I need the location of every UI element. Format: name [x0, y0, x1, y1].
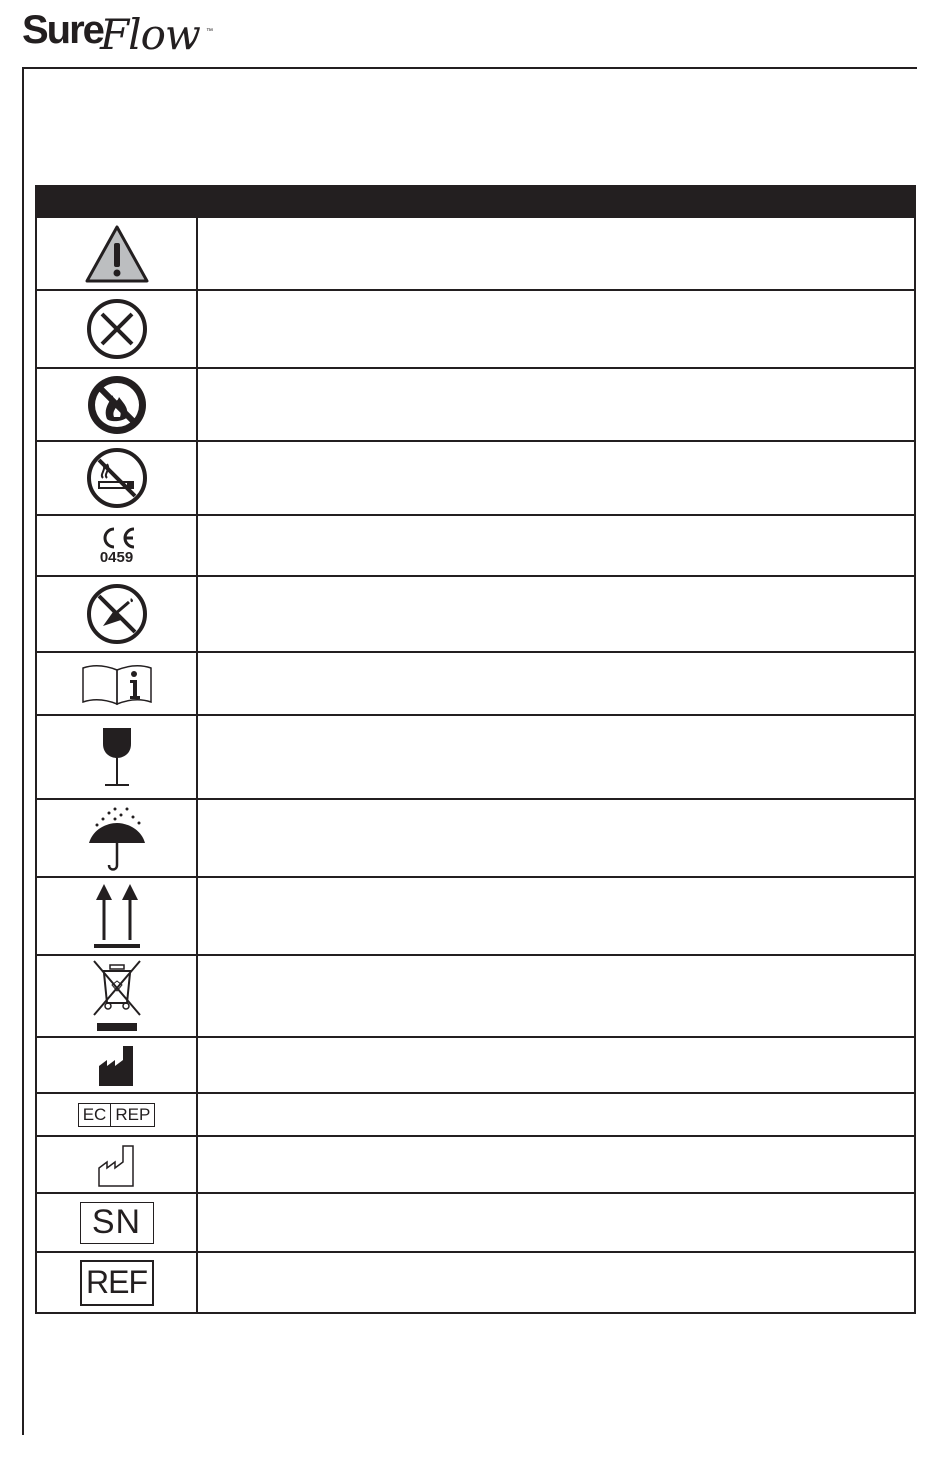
icon-cell — [37, 956, 198, 1036]
icon-cell — [37, 1137, 198, 1192]
symbol-description — [198, 218, 914, 289]
table-row — [35, 1137, 916, 1194]
no-open-flame-icon — [85, 373, 149, 437]
icon-cell — [37, 291, 198, 367]
brand-name-sure: Sure — [22, 8, 103, 52]
symbols-table — [35, 185, 916, 1314]
catalogue-number-icon — [80, 1260, 154, 1306]
symbol-description — [198, 653, 914, 714]
keep-dry-icon — [85, 803, 149, 873]
no-oil-grease-icon — [85, 582, 149, 646]
icon-cell — [37, 369, 198, 440]
ec-rep-icon — [78, 1103, 156, 1127]
table-row — [35, 653, 916, 716]
table-row — [35, 1038, 916, 1094]
sn-label: SN — [91, 1203, 142, 1241]
this-way-up-icon — [92, 882, 142, 950]
frame-left-border — [22, 67, 24, 1435]
serial-number-icon — [80, 1202, 154, 1244]
table-row — [35, 956, 916, 1038]
table-row — [35, 291, 916, 369]
table-row — [35, 716, 916, 800]
icon-cell — [37, 577, 198, 651]
table-row — [35, 218, 916, 291]
warning-triangle-icon — [83, 223, 151, 285]
date-of-manufacture-icon — [97, 1142, 137, 1188]
consult-instructions-icon — [81, 662, 153, 706]
table-header — [35, 185, 916, 218]
icon-cell — [37, 218, 198, 289]
symbol-description — [198, 1094, 914, 1135]
symbol-description — [198, 956, 914, 1036]
icon-cell — [37, 716, 198, 798]
table-row — [35, 577, 916, 653]
trademark-symbol: ™ — [206, 28, 213, 35]
frame-top-border — [22, 67, 917, 69]
icon-cell — [37, 1194, 198, 1251]
icon-cell — [37, 800, 198, 876]
table-row — [35, 878, 916, 956]
symbol-description — [198, 1253, 914, 1312]
symbol-description — [198, 516, 914, 575]
symbol-description — [198, 800, 914, 876]
table-row — [35, 1094, 916, 1137]
ce-letters-icon — [96, 526, 138, 550]
symbol-description — [198, 878, 914, 954]
brand-name-flow: Flow — [100, 10, 200, 59]
table-row — [35, 516, 916, 577]
icon-cell — [37, 442, 198, 514]
manufacturer-icon — [97, 1042, 137, 1088]
no-smoking-icon — [85, 446, 149, 510]
symbol-description — [198, 369, 914, 440]
symbol-description — [198, 716, 914, 798]
table-row — [35, 369, 916, 442]
ref-label: REF — [86, 1264, 147, 1300]
symbol-description — [198, 1038, 914, 1092]
icon-cell — [37, 1094, 198, 1135]
weee-disposal-icon — [92, 959, 142, 1033]
prohibited-circle-icon — [85, 297, 149, 361]
fragile-icon — [97, 724, 137, 790]
icon-cell — [37, 516, 198, 575]
symbol-description — [198, 1137, 914, 1192]
icon-cell — [37, 878, 198, 954]
brand-logo — [22, 6, 222, 62]
table-row — [35, 800, 916, 878]
icon-cell — [37, 1253, 198, 1312]
ce-mark-icon — [96, 526, 138, 566]
symbol-description — [198, 291, 914, 367]
symbol-description — [198, 1194, 914, 1251]
ce-number: 0459 — [99, 548, 134, 566]
ec-label: EC — [79, 1104, 112, 1126]
symbol-description — [198, 442, 914, 514]
icon-cell — [37, 1038, 198, 1092]
table-row — [35, 442, 916, 516]
symbol-description — [198, 577, 914, 651]
rep-label: REP — [115, 1104, 151, 1124]
table-row — [35, 1194, 916, 1253]
table-row — [35, 1253, 916, 1314]
icon-cell — [37, 653, 198, 714]
